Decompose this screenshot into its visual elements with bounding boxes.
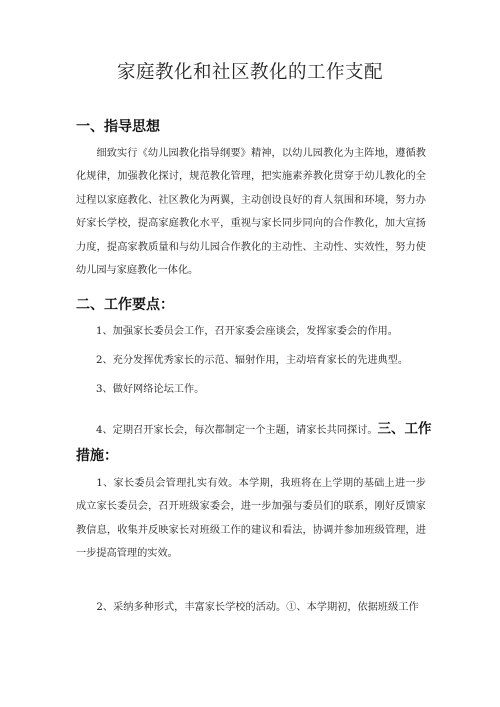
- guiding-ideology-paragraph: 细致实行《幼儿园教化指导纲要》精神，以幼儿园教化为主阵地，遵循教化规律，加强教化探讨，规范教化管理，把实施素养教化贯穿于幼儿教化的全过程以家庭教化、社区教化为两翼，主动创设良好的育人氛围和环境，努力办好家长学校，提高家庭教化水平，重视与家长同步同向的合作教化，加大宣扬力度，提高家教质量和与幼儿园合作教化的主动性、主动性、实效性，努力使幼儿园与家庭教化一体化。: [76, 148, 426, 277]
- work-point-item-2: 2、充分发挥优秀家长的示范、辐射作用，主动培育家长的先进典型。: [96, 355, 409, 366]
- work-point-item-4-line: [96, 418, 436, 442]
- section-heading-work-points: 二、工作要点：: [76, 297, 174, 313]
- work-point-item-3: 3、做好网络论坛工作。: [96, 384, 205, 395]
- measures-paragraph-1: 1、家长委员会管理扎实有效。本学期，我班将在上学期的基础上进一步成立家长委员会，召开班级家委会，进一步加强与委员们的联系，刚好反馈家教信息，收集并反映家长对班级工作的建议和看法，协调并参加班级管理，进一步提高管理的实效。: [76, 478, 426, 560]
- document-title: 家庭教化和社区教化的工作支配: [116, 62, 383, 83]
- measures-paragraph-2: 2、采纳多种形式，丰富家长学校的活动。①、本学期初，依据班级工作: [96, 602, 419, 613]
- section-heading-measures-part1: 三、工作: [377, 421, 432, 437]
- section-heading-guiding-ideology: 一、指导思想: [76, 119, 160, 135]
- work-point-item-1: 1、加强家长委员会工作，召开家委会座谈会，发挥家委会的作用。: [96, 326, 398, 337]
- section-heading-measures-part2: 措施：: [76, 448, 118, 464]
- work-point-item-4: 4、定期召开家长会，每次都制定一个主题，请家长共同探讨。: [96, 425, 378, 436]
